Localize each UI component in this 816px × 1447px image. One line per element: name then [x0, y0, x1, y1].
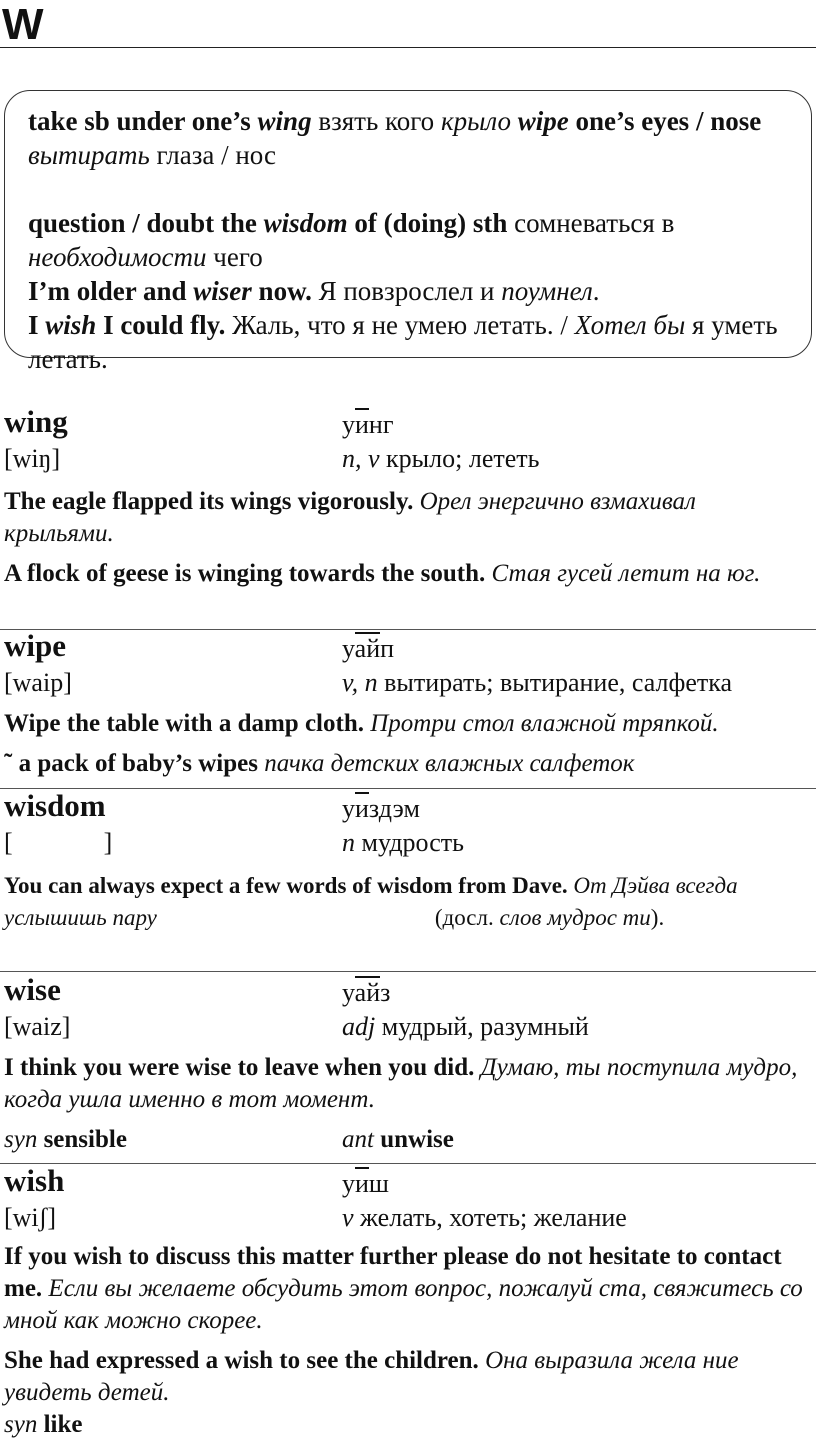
ipa-transcription: [wiŋ] [4, 444, 61, 473]
part-of-speech-gloss: n мудрость [342, 828, 464, 857]
entry-divider [0, 1163, 816, 1164]
entry-divider [0, 629, 816, 630]
page-letter: W [2, 0, 44, 49]
example: I think you were wise to leave when you did. Думаю, ты поступила мудро, когда ушла именно в тот момент. [4, 1054, 798, 1113]
example: She had expressed a wish to see the children. Она выразила жела ние увидеть детей. [4, 1347, 739, 1406]
ipa-transcription: [waiz] [4, 1012, 71, 1041]
synonym: syn sensible [4, 1126, 127, 1153]
example: Wipe the table with a damp cloth. Протри стол влажной тряпкой. [4, 710, 719, 737]
phrase-line: question / doubt the wisdom of (doing) sth сомневаться в необходимости чего [28, 208, 675, 272]
russian-transcription: уайп [342, 634, 395, 663]
antonym: ant unwise [342, 1126, 454, 1153]
part-of-speech-gloss: v желать, хотеть; желание [342, 1203, 627, 1232]
headword: wise [4, 972, 61, 1007]
headword: wish [4, 1163, 65, 1198]
russian-transcription: уиздэм [342, 794, 420, 823]
ipa-transcription: [ ] [4, 828, 113, 857]
entry-divider [0, 788, 816, 789]
ipa-transcription: [wiʃ] [4, 1203, 56, 1232]
example: You can always expect a few words of wisdom from Dave. От Дэйва всегда услышишь пару (досл. слов мудрос ти). [4, 873, 738, 930]
phrase-line: I’m older and wiser now. Я повзрослел и поумнел. [28, 276, 600, 306]
ipa-transcription: [waip] [4, 668, 72, 697]
synonym: syn like [4, 1411, 83, 1438]
russian-transcription: уайз [342, 978, 391, 1007]
part-of-speech-gloss: adj мудрый, разумный [342, 1012, 589, 1041]
example: A flock of geese is winging towards the south. Стая гусей летит на юг. [4, 560, 761, 587]
headword: wing [4, 404, 68, 439]
part-of-speech-gloss: v, n вытирать; вытирание, салфетка [342, 668, 733, 697]
russian-transcription: уиш [342, 1169, 389, 1198]
example: The eagle flapped its wings vigorously. Орел энергично взмахивал крыльями. [4, 488, 696, 547]
phrase-line: I wish I could fly. Жаль, что я не умею летать. / Хотел бы я уметь летать. [28, 310, 778, 374]
part-of-speech-gloss: n, v крыло; лететь [342, 444, 540, 473]
example: If you wish to discuss this matter further please do not hesitate to contact me. Если вы желаете обсудить этот вопрос, пожалуй ста, свяжитесь со мной как можно скорее. [4, 1243, 803, 1334]
russian-transcription: уинг [342, 410, 394, 439]
headword: wisdom [4, 788, 106, 823]
entry-divider [0, 971, 816, 972]
example: ˜ a pack of baby’s wipes пачка детских влажных салфеток [4, 750, 635, 777]
headword: wipe [4, 628, 66, 663]
phrase-line: take sb under one’s wing взять кого крыло wipe one’s eyes / nose вытирать глаза / нос [28, 106, 762, 170]
phrase-box-text [28, 104, 798, 376]
header-rule [0, 47, 816, 48]
